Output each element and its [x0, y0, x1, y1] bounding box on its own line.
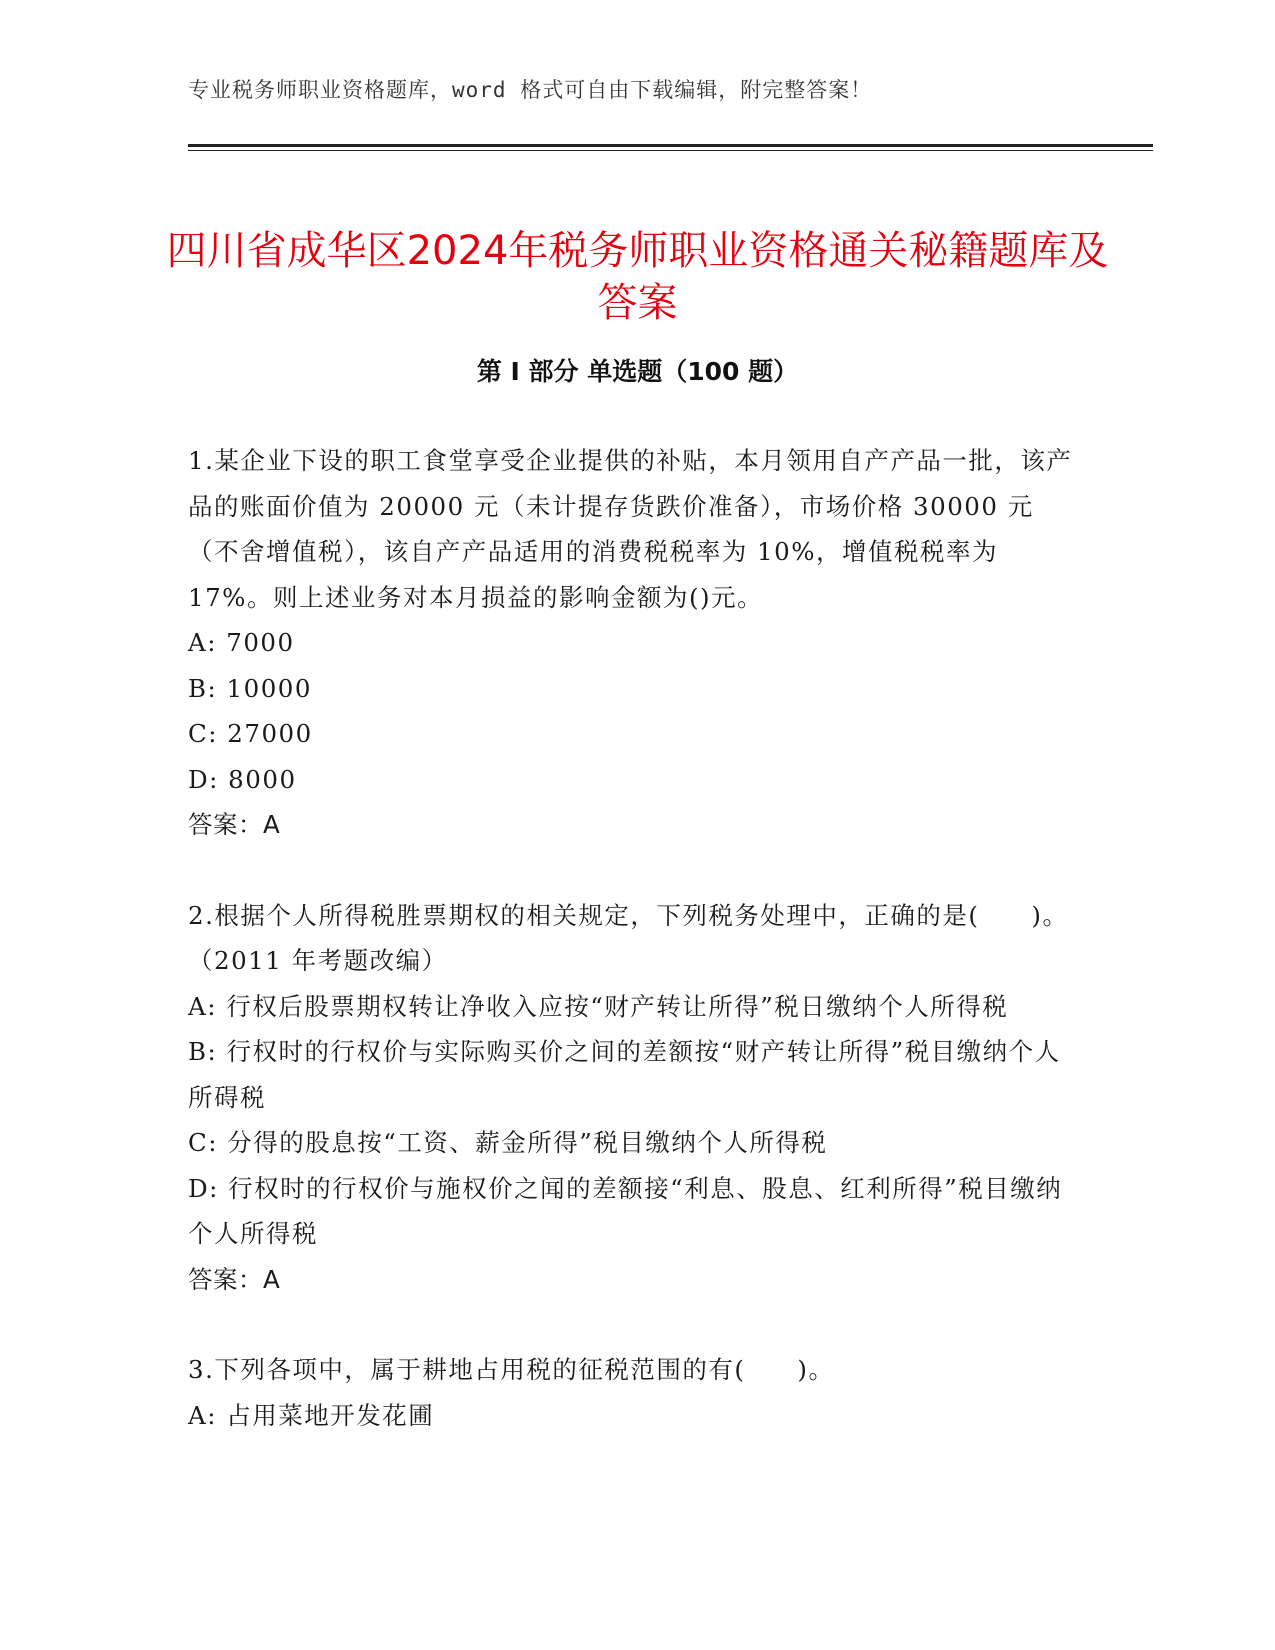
question-answer: 答案：A [188, 810, 281, 839]
question-option: C: 27000 [188, 719, 313, 748]
question-answer: 答案：A [188, 1264, 281, 1294]
question-item [188, 893, 1078, 1303]
question-option: C: 分得的股息按“工资、薪金所得”税目缴纳个人所得税 [188, 1128, 828, 1157]
question-option: A: 占用菜地开发花圃 [188, 1400, 435, 1430]
header-divider-thin [188, 150, 1153, 151]
section-heading: 第 I 部分 单选题（100 题） [476, 357, 799, 386]
header-note: 专业税务师职业资格题库，word 格式可自由下载编辑，附完整答案！ [188, 78, 873, 102]
document-title: 四川省成华区2024年税务师职业资格通关秘籍题库及答案 [166, 227, 1109, 326]
question-option: B: 行权时的行权价与实际购买价之间的差额按“财产转让所得”税目缴纳个人所碍税 [188, 1037, 1061, 1112]
question-option: D: 行权时的行权价与施权价之闻的差额接“利息、股息、红利所得”税目缴纳个人所得税 [188, 1173, 1063, 1248]
question-stem: 2.根据个人所得税胜票期权的相关规定，下列税务处理中，正确的是( )。（2011 年考题改编） [188, 900, 1069, 975]
question-option: A: 7000 [188, 628, 295, 657]
question-stem: 3.下列各项中，属于耕地占用税的征税范围的有( )。 [188, 1355, 835, 1384]
question-option: A: 行权后股票期权转让净收入应按“财产转让所得”税日缴纳个人所得税 [188, 991, 1009, 1021]
question-item [188, 438, 1078, 848]
header-divider-thick [188, 144, 1153, 147]
question-option: D: 8000 [188, 764, 297, 794]
question-stem: 1.某企业下设的职工食堂享受企业提供的补贴，本月领用自产产品一批，该产品的账面价值为 20000 元（未计提存货跌价准备），市场价格 30000 元（不舍增值税），该自产产品适用的消费税税率为 10%，增值税税率为 17%。则上述业务对本月损益的影响金额为()元。 [188, 446, 1073, 612]
question-option: B: 10000 [188, 673, 312, 703]
question-item [188, 1347, 1078, 1438]
question-list [188, 438, 1078, 1483]
